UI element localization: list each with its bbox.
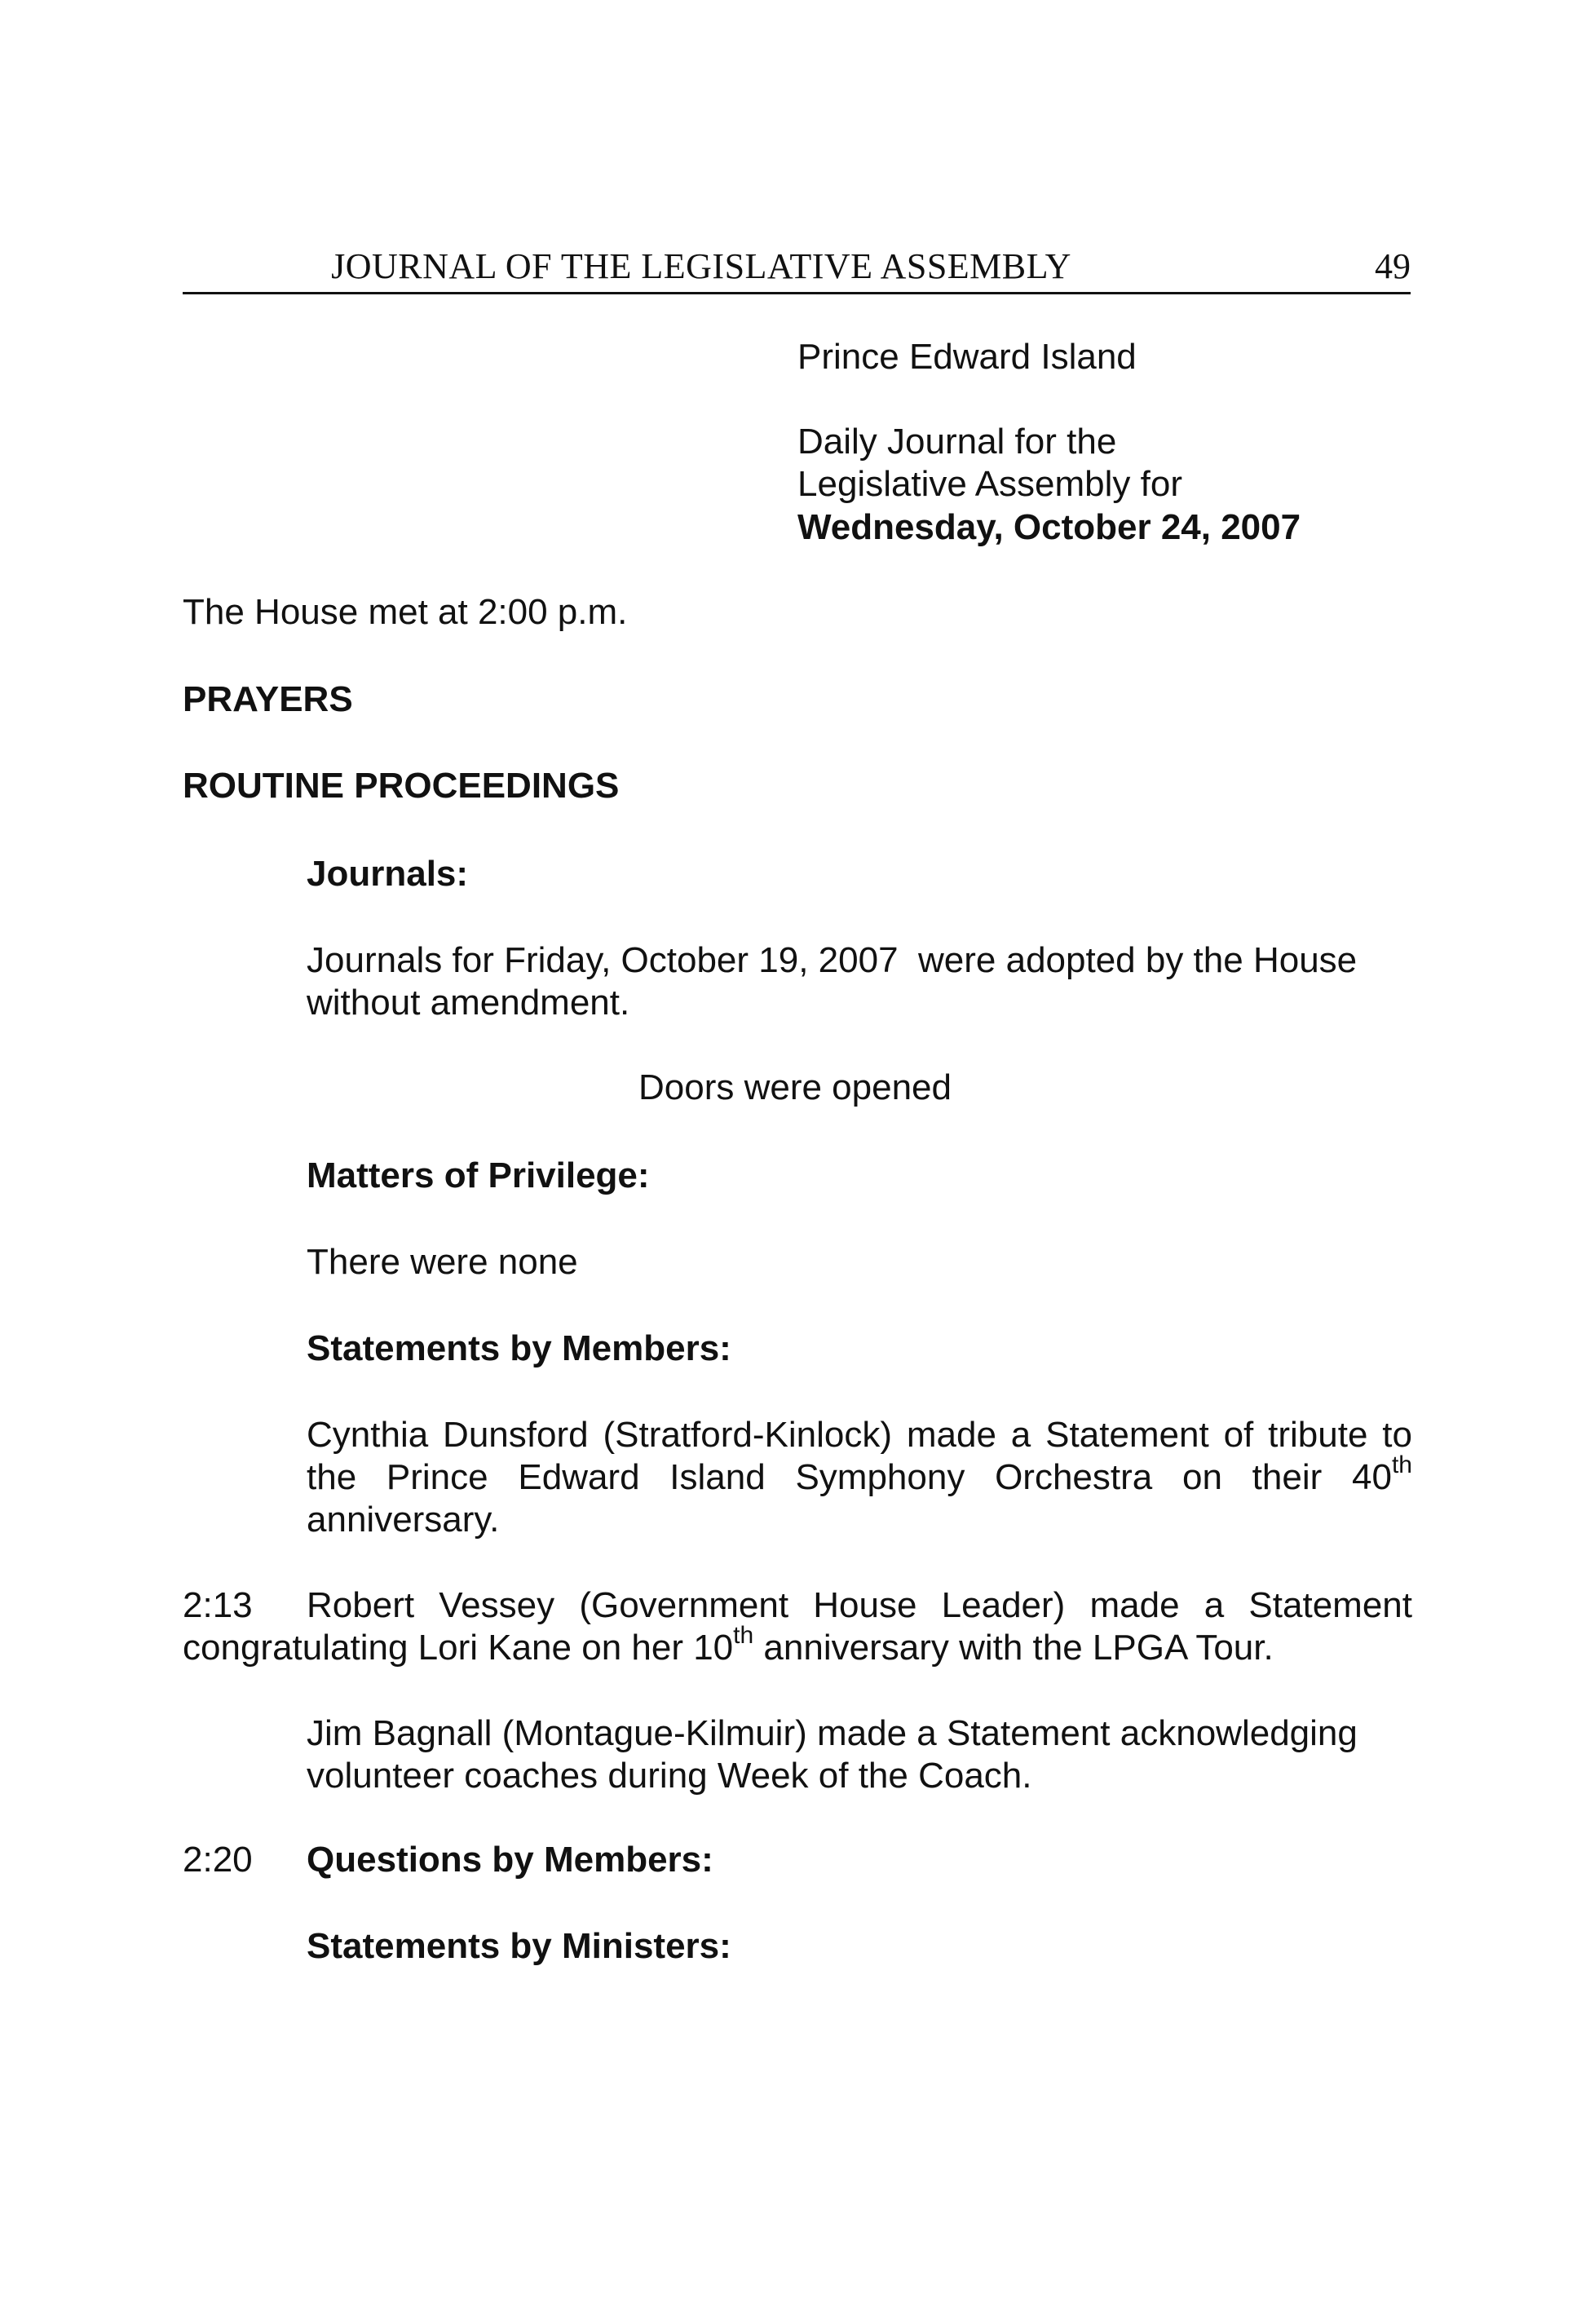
- statement-vessey-sup: th: [733, 1622, 754, 1650]
- heading-statements-by-members: Statements by Members:: [307, 1328, 731, 1368]
- statement-dunsford-text: Cynthia Dunsford (Stratford-Kinlock) made a Statement of tribute to the Prince Edward Island Symphony Orchestra on their 40: [307, 1415, 1412, 1497]
- page-number: 49: [1375, 246, 1411, 286]
- statement-vessey-tail: anniversary with the LPGA Tour.: [753, 1628, 1274, 1668]
- heading-prayers: PRAYERS: [183, 679, 353, 719]
- statement-dunsford-sup: th: [1391, 1451, 1412, 1479]
- statement-dunsford-tail: anniversary.: [307, 1500, 500, 1540]
- heading-routine-proceedings: ROUTINE PROCEEDINGS: [183, 766, 620, 806]
- privilege-text: There were none: [307, 1242, 578, 1282]
- questions-line: [183, 1839, 1412, 1881]
- masthead-province: Prince Edward Island: [797, 337, 1137, 377]
- running-header-title: JOURNAL OF THE LEGISLATIVE ASSEMBLY: [331, 246, 1071, 286]
- statement-bagnall: Jim Bagnall (Montague-Kilmuir) made a Statement acknowledging volunteer coaches during Week of the Coach.: [307, 1713, 1358, 1796]
- statement-dunsford: [307, 1414, 1412, 1541]
- masthead-line-1: Daily Journal for the: [797, 422, 1117, 462]
- statement-vessey-text: Robert Vessey (Government House Leader) made a Statement congratulating Lori Kane on her 10: [183, 1585, 1412, 1668]
- timestamp-2-13: 2:13: [183, 1585, 253, 1625]
- opening-line: The House met at 2:00 p.m.: [183, 592, 628, 632]
- timestamp-2-20: 2:20: [183, 1840, 253, 1880]
- statement-vessey: [183, 1584, 1412, 1669]
- header-divider: [183, 292, 1411, 294]
- masthead-line-2: Legislative Assembly for: [797, 464, 1182, 504]
- masthead-date: Wednesday, October 24, 2007: [797, 507, 1301, 547]
- heading-statements-by-ministers: Statements by Ministers:: [307, 1926, 731, 1966]
- journals-text: Journals for Friday, October 19, 2007 were adopted by the House without amendment.: [307, 940, 1367, 1023]
- heading-journals: Journals:: [307, 854, 469, 894]
- heading-matters-of-privilege: Matters of Privilege:: [307, 1155, 650, 1195]
- heading-questions-by-members: Questions by Members:: [307, 1840, 713, 1880]
- doors-note: Doors were opened: [638, 1067, 952, 1107]
